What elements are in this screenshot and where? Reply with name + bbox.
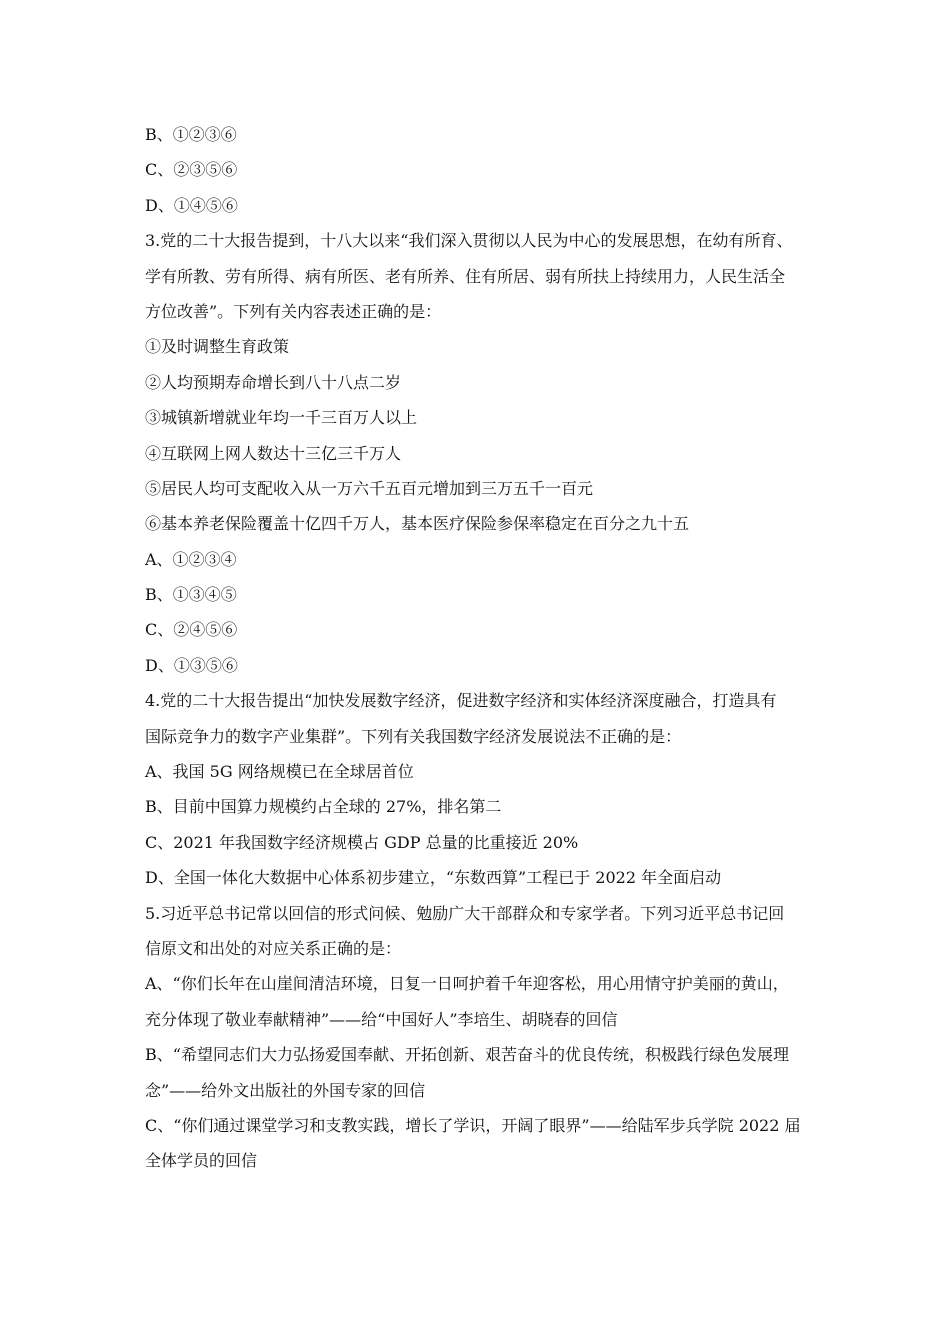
option-line: C、②④⑤⑥ <box>145 620 238 640</box>
option-line: 全体学员的回信 <box>145 1151 258 1171</box>
option-line: A、①②③④ <box>145 549 237 569</box>
question-5-text: 5.习近平总书记常以回信的形式问候、勉励广大干部群众和专家学者。下列习近平总书记回 <box>145 903 785 923</box>
option-line: C、“你们通过课堂学习和支教实践，增长了学识，开阔了眼界”——给陆军步兵学院 2022 届 <box>145 1115 801 1135</box>
statement-line: ③城镇新增就业年均一千三百万人以上 <box>145 408 418 428</box>
statement-line: ⑥基本养老保险覆盖十亿四千万人，基本医疗保险参保率稳定在百分之九十五 <box>145 514 690 534</box>
document-body <box>145 117 845 1179</box>
option-line: C、2021 年我国数字经济规模占 GDP 总量的比重接近 20% <box>145 832 579 852</box>
option-line: A、我国 5G 网络规模已在全球居首位 <box>145 762 414 782</box>
statement-line: ①及时调整生育政策 <box>145 337 290 357</box>
option-line: A、“你们长年在山崖间清洁环境，日复一日呵护着千年迎客松，用心用情守护美丽的黄山， <box>145 974 789 994</box>
statement-line: ⑤居民人均可支配收入从一万六千五百元增加到三万五千一百元 <box>145 478 594 498</box>
option-line: B、目前中国算力规模约占全球的 27%，排名第二 <box>145 797 502 817</box>
option-line: 念”——给外文出版社的外国专家的回信 <box>145 1080 426 1100</box>
statement-line: ②人均预期寿命增长到八十八点二岁 <box>145 372 402 392</box>
statement-line: ④互联网上网人数达十三亿三千万人 <box>145 443 402 463</box>
question-3-text: 学有所教、劳有所得、病有所医、老有所养、住有所居、弱有所扶上持续用力，人民生活全 <box>145 266 786 286</box>
question-4-text: 国际竞争力的数字产业集群”。下列有关我国数字经济发展说法不正确的是： <box>145 726 682 746</box>
option-line: D、全国一体化大数据中心体系初步建立，“东数西算”工程已于 2022 年全面启动 <box>145 868 722 888</box>
option-line: D、①③⑤⑥ <box>145 655 238 675</box>
option-line: B、“希望同志们大力弘扬爱国奉献、开拓创新、艰苦奋斗的优良传统，积极践行绿色发展理 <box>145 1045 789 1065</box>
option-line: D、①④⑤⑥ <box>145 195 238 215</box>
question-3-text: 方位改善”。下列有关内容表述正确的是： <box>145 301 442 321</box>
question-3-text: 3.党的二十大报告提到，十八大以来“我们深入贯彻以人民为中心的发展思想，在幼有所育、 <box>145 231 793 251</box>
option-line: B、①②③⑥ <box>145 125 237 144</box>
question-4-text: 4.党的二十大报告提出“加快发展数字经济，促进数字经济和实体经济深度融合，打造具有 <box>145 691 777 711</box>
question-5-text: 信原文和出处的对应关系正确的是： <box>145 938 402 958</box>
option-line: 充分体现了敬业奉献精神”——给“中国好人”李培生、胡晓春的回信 <box>145 1009 618 1029</box>
option-line: B、①③④⑤ <box>145 585 237 605</box>
option-line: C、②③⑤⑥ <box>145 160 238 180</box>
